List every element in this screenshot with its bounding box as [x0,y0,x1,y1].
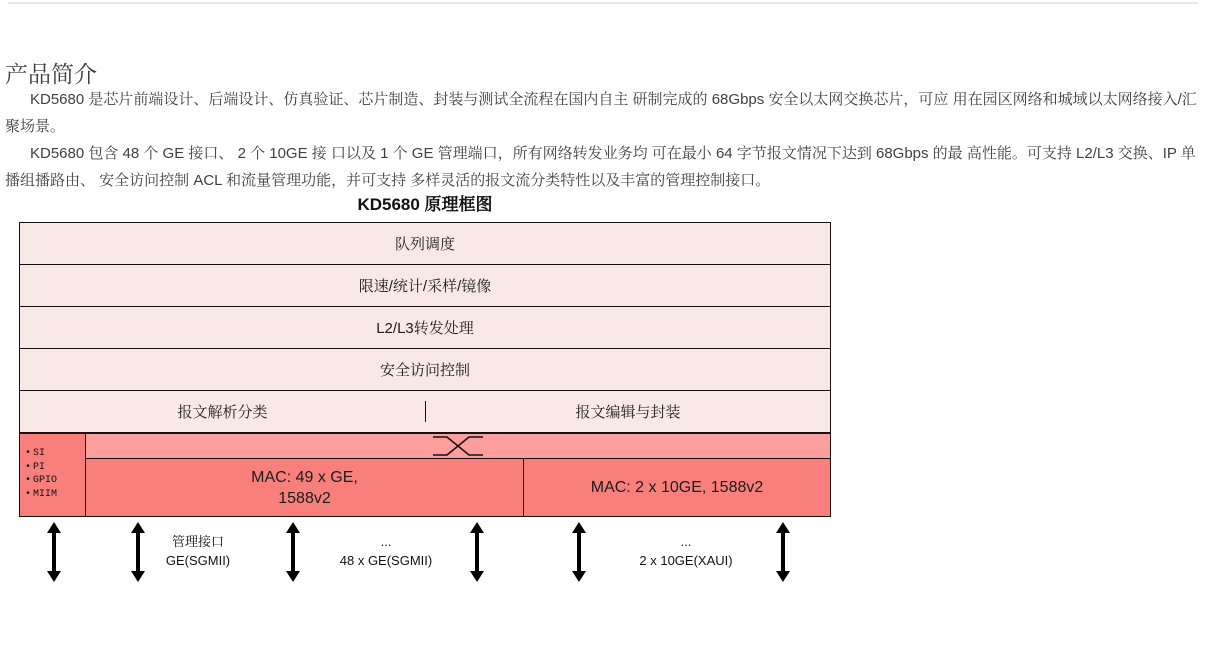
label-ge-ports [340,532,432,570]
crossbar-icon [432,435,484,457]
label-10ge-dots: ... [680,534,692,549]
io-right-column [86,434,830,516]
layer-label: 限速/统计/采样/镜像 [358,278,492,295]
label-mgmt-line1: 管理接口 [171,534,224,549]
mac-ge-line1: MAC: 49 x GE, [251,468,358,486]
side-port-si: • SI [25,447,85,461]
io-section [19,433,831,517]
layer-label: 安全访问控制 [379,362,470,379]
layer-queue-scheduling [19,222,831,265]
port-arrow-icon [776,522,790,582]
top-divider [8,2,1198,4]
mac-row [86,459,830,516]
port-arrows-area [19,520,831,592]
port-arrow-icon [572,522,586,582]
mac-ge-box [86,459,524,516]
block-diagram [19,222,831,517]
side-port-miim: • MIIM [25,488,85,502]
arrow-shaft [52,531,56,573]
layer-security-access-control [19,349,831,391]
side-port-gpio: • GPIO [25,474,85,488]
cell-label: 报文编辑与封装 [575,404,681,421]
mac-10ge-label: MAC: 2 x 10GE, 1588v2 [590,478,764,496]
label-mgmt-line2: GE(SGMII) [165,553,231,568]
layer-l2-l3-forwarding [19,307,831,349]
arrow-shaft [475,531,479,573]
intro-paragraph-1: KD5680 是芯片前端设计、后端设计、仿真验证、芯片制造、封装与测试全流程在国内自主 研制完成的 68Gbps 安全以太网交换芯片，可应 用在园区网络和城域以太网络接入/汇聚场景。 [5,91,1197,135]
mac-10ge-box [524,459,830,516]
layer-label: 队列调度 [394,236,455,253]
layer-label: L2/L3转发处理 [376,320,474,337]
label-ge-dots: ... [380,534,392,549]
label-10ge-ports [639,532,732,570]
side-port-box [20,434,86,516]
arrow-shaft [291,531,295,573]
port-arrow-icon [470,522,484,582]
crossbar-strip [86,434,830,459]
intro-paragraph-2: KD5680 包含 48 个 GE 接口、 2 个 10GE 接 口以及 1 个 GE 管理端口，所有网络转发业务均 可在最小 64 字节报文情况下达到 68Gbps 的最 高性能。可支持 L2/L3 交换、IP 单播组播路由、 安全访问控制 ACL 和流量管理功能，并可支持 多样灵活的报文流分类特性以及丰富的管理控制接口。 [5,145,1196,189]
cell-label: 报文解析分类 [177,404,268,421]
label-mgmt-port [166,532,230,570]
arrow-shaft [781,531,785,573]
mac-ge-line2: 1588v2 [278,489,331,507]
arrow-shaft [136,531,140,573]
side-port-pi: • PI [25,461,85,475]
page-title: 产品简介 [5,61,97,88]
intro-text [5,86,1199,194]
layer-packet-processing [19,391,831,433]
port-arrow-icon [131,522,145,582]
arrow-shaft [577,531,581,573]
cell-packet-edit-encapsulate [426,401,830,422]
label-ge-text: 48 x GE(SGMII) [339,553,433,568]
diagram-title: KD5680 原理框图 [357,195,493,214]
label-10ge-text: 2 x 10GE(XAUI) [639,553,733,568]
layer-rate-stats-sample-mirror [19,265,831,307]
cell-packet-parse-classify [20,401,426,422]
port-arrow-icon [47,522,61,582]
port-arrow-icon [286,522,300,582]
